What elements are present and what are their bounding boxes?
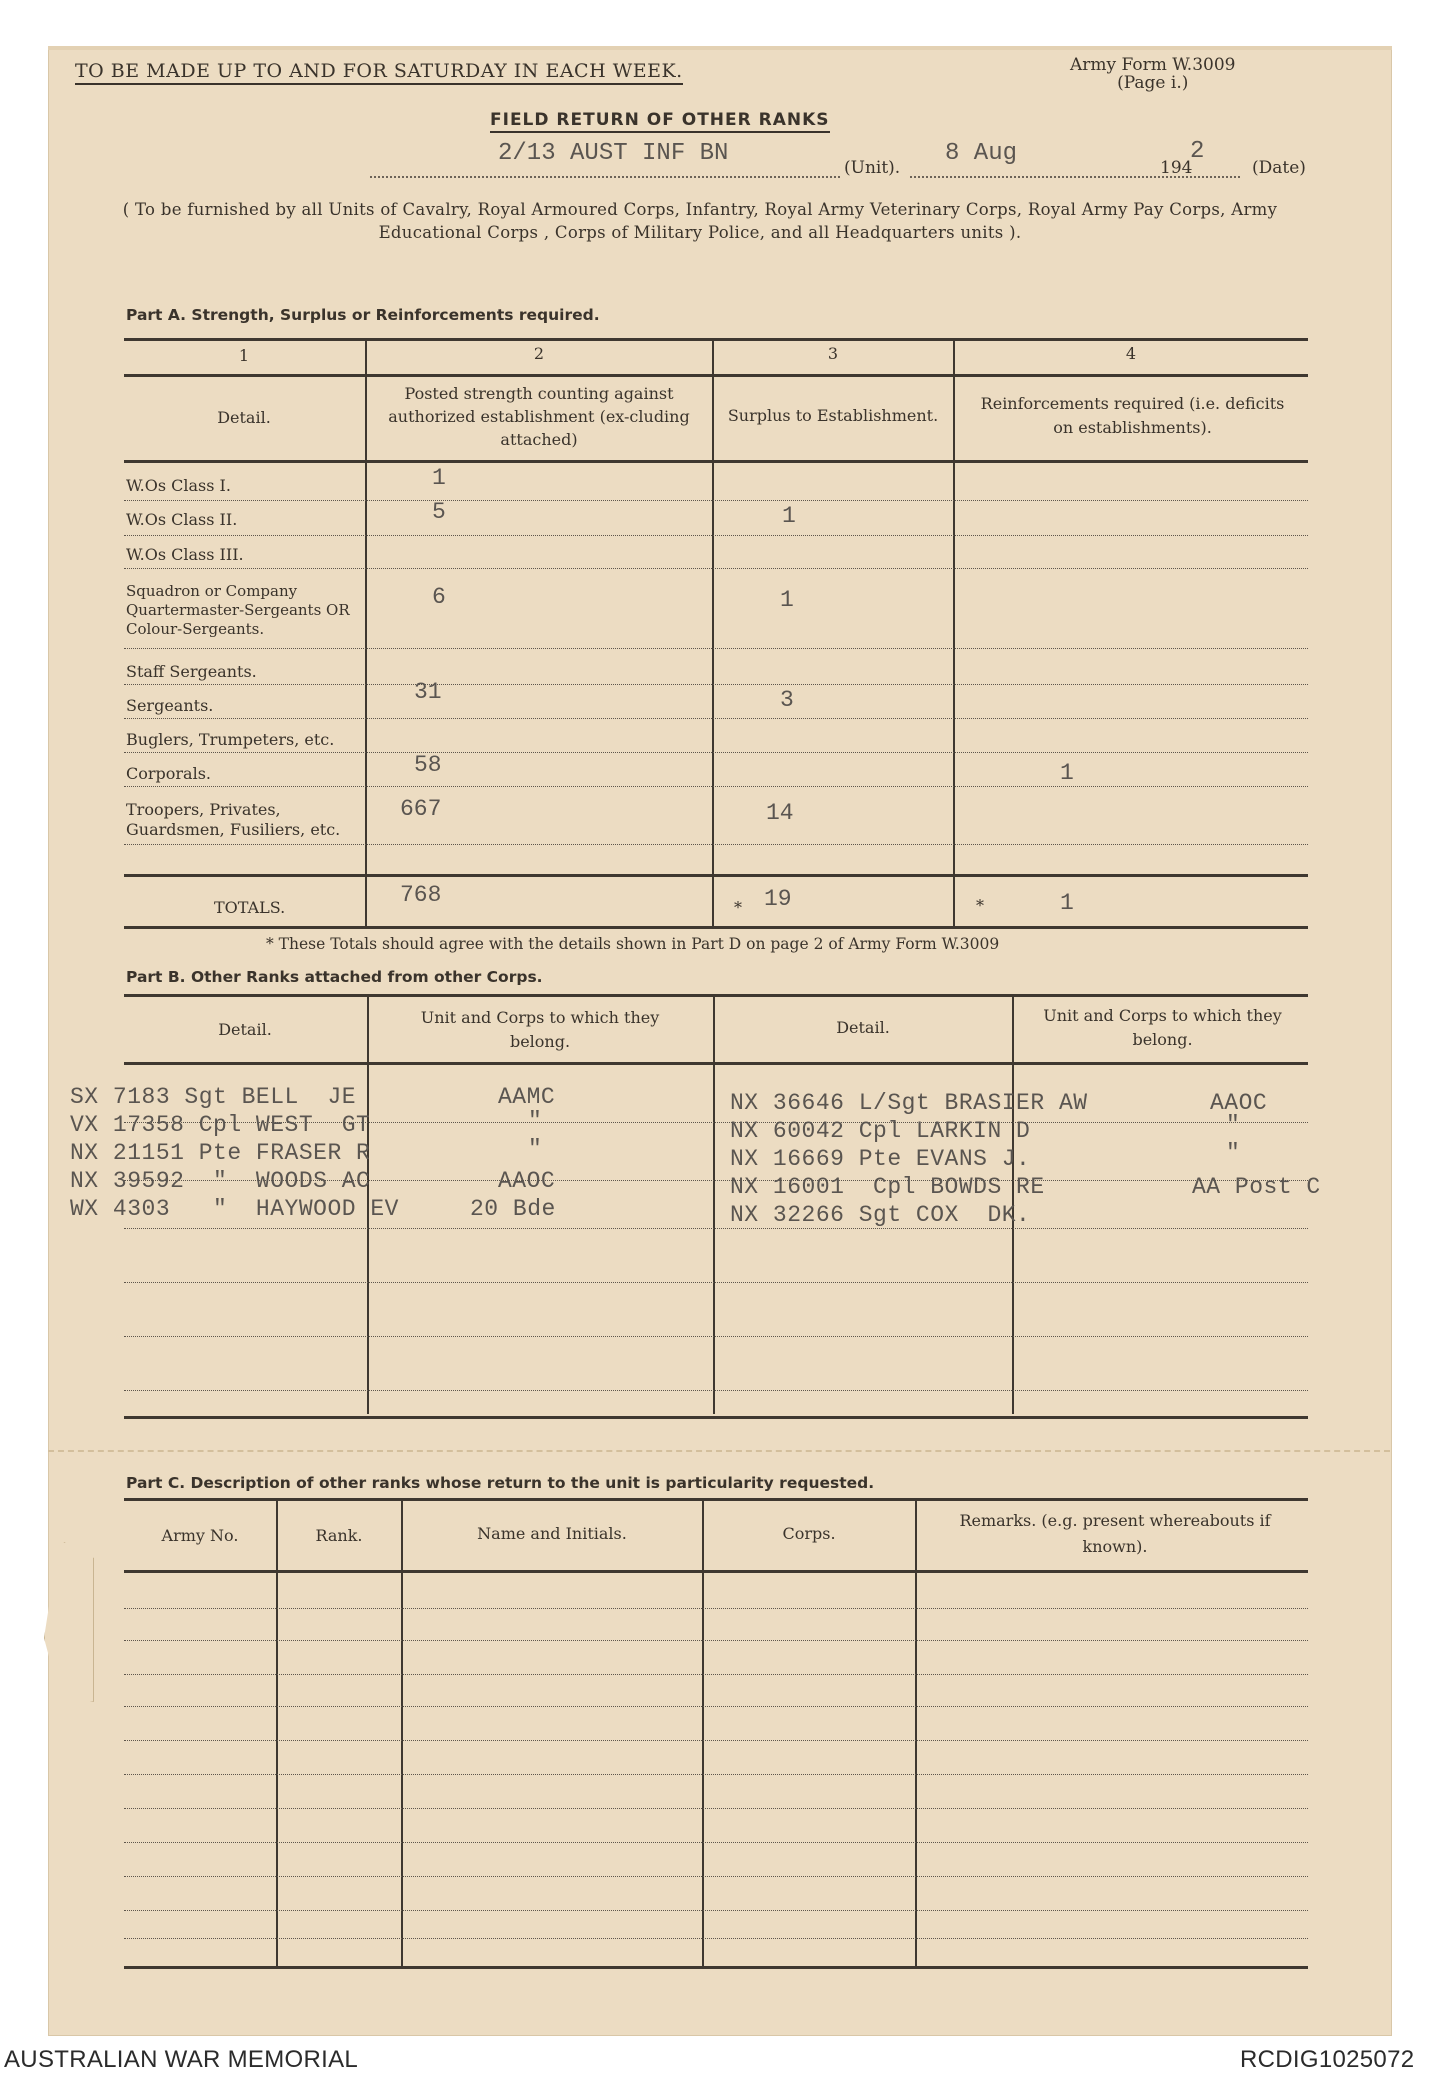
col-header-surplus: Surplus to Establishment. [727,406,939,425]
attached-left-3-detail: NX 21151 Pte FRASER R [70,1140,371,1166]
surplus-sergeants: 3 [780,687,794,713]
attached-right-1-unit: AAOC [1210,1090,1268,1116]
unit-date-line [370,140,1310,180]
attached-left-5-unit: 20 Bde [470,1196,556,1222]
year-typed: 2 [1190,138,1205,165]
part-b-col-detail-1: Detail. [218,1020,272,1039]
col-num-1: 1 [238,346,250,365]
part-a-title: Part A. Strength, Surplus or Reinforcements required. [126,306,600,324]
totals-label: TOTALS. [214,898,286,917]
attached-right-2-detail: NX 60042 Cpl LARKIN D [730,1118,1031,1144]
part-c-col-army-no: Army No. [161,1526,239,1545]
posted-corporals: 58 [414,752,442,778]
total-posted: 768 [400,882,442,908]
archive-id: RCDIG1025072 [1240,2046,1415,2073]
attached-left-2-detail: VX 17358 Cpl WEST GT [70,1112,371,1138]
attached-right-1-detail: NX 36646 L/Sgt BRASIER AW [730,1090,1088,1116]
date-value: 8 Aug [945,140,1018,167]
total-surplus-star: * [734,898,742,917]
part-b-col-unit-1: Unit and Corps to which they belong. [420,1008,660,1051]
form-name: Army Form W.3009 [1070,55,1236,75]
unit-value: 2/13 AUST INF BN [498,140,729,167]
part-b-title: Part B. Other Ranks attached from other Corps. [126,968,543,986]
row-wo-class-2: W.Os Class II. [126,510,238,529]
row-sergeants: Sergeants. [126,696,214,715]
posted-wo2: 5 [432,499,446,525]
posted-sergeants: 31 [414,679,442,705]
reinf-corporals: 1 [1060,760,1074,786]
total-surplus: 19 [764,886,792,912]
surplus-troopers: 14 [766,800,794,826]
part-c-col-remarks: Remarks. (e.g. present whereabouts if known). [959,1511,1271,1556]
posted-wo1: 1 [432,465,446,491]
row-wo-class-3: W.Os Class III. [126,545,244,564]
attached-right-3-unit: " [1226,1140,1241,1166]
form-number [1070,56,1235,92]
row-cqms: Squadron or Company Quartermaster-Sergeants OR Colour-Sergeants. [126,582,350,638]
surplus-wo2: 1 [782,503,796,529]
part-c-title: Part C. Description of other ranks whose return to the unit is particularity requested. [126,1474,875,1492]
surplus-cqms: 1 [780,587,794,613]
unit-label: (Unit). [844,158,901,178]
attached-left-5-detail: WX 4303 " HAYWOOD EV [70,1196,399,1222]
year-prefix: 194 [1160,158,1193,178]
applicability-note: ( To be furnished by all Units of Cavalry, Royal Armoured Corps, Infantry, Royal Army Veterinary Corps, Royal Army Pay Corps, Army Educational Corps , Corps of Military Police, and all Headquarters units ). [122,200,1278,242]
col-num-2: 2 [533,344,545,363]
row-buglers: Buglers, Trumpeters, etc. [126,730,335,749]
perforation-line [48,1450,1390,1452]
part-b-col-unit-2: Unit and Corps to which they belong. [1043,1006,1282,1049]
part-b-col-detail-2: Detail. [836,1018,890,1037]
col-header-reinforcements: Reinforcements required (i.e. deficits on establishments). [980,394,1285,437]
form-title: FIELD RETURN OF OTHER RANKS [490,110,830,133]
archive-credit: AUSTRALIAN WAR MEMORIAL [4,2046,359,2073]
attached-right-4-unit: AA Post C [1192,1174,1321,1200]
attached-right-5-detail: NX 32266 Sgt COX DK. [730,1202,1031,1228]
total-reinf-star: * [976,896,984,915]
col-header-posted: Posted strength counting against authorized establishment (ex-cluding attached) [388,384,690,449]
date-label: (Date) [1252,158,1306,178]
attached-right-4-detail: NX 16001 Cpl BOWDS RE [730,1174,1045,1200]
totals-footnote: * These Totals should agree with the details shown in Part D on page 2 of Army Form W.3009 [266,935,1000,953]
total-reinf: 1 [1060,890,1074,916]
row-troopers: Troopers, Privates, Guardsmen, Fusiliers, etc. [126,800,341,839]
col-num-4: 4 [1125,344,1137,363]
attached-right-3-detail: NX 16669 Pte EVANS J. [730,1146,1031,1172]
col-header-detail: Detail. [217,408,271,427]
attached-left-4-unit: AAOC [498,1168,556,1194]
attached-left-4-detail: NX 39592 " WOODS AC [70,1168,371,1194]
part-c-col-corps: Corps. [782,1524,836,1543]
col-num-3: 3 [827,344,839,363]
part-c-col-rank: Rank. [315,1526,363,1545]
attached-left-1-unit: AAMC [498,1084,556,1110]
page-number: (Page i.) [1117,73,1189,93]
posted-cqms: 6 [432,584,446,610]
row-wo-class-1: W.Os Class I. [126,476,231,495]
instruction-heading: TO BE MADE UP TO AND FOR SATURDAY IN EACH WEEK. [75,60,683,85]
part-c-col-name: Name and Initials. [477,1524,627,1543]
row-staff-sergeants: Staff Sergeants. [126,662,257,681]
attached-left-3-unit: " [528,1136,543,1162]
attached-left-1-detail: SX 7183 Sgt BELL JE [70,1084,357,1110]
posted-troopers: 667 [400,796,442,822]
attached-left-2-unit: " [528,1108,543,1134]
attached-right-2-unit: " [1226,1112,1241,1138]
row-corporals: Corporals. [126,764,211,783]
